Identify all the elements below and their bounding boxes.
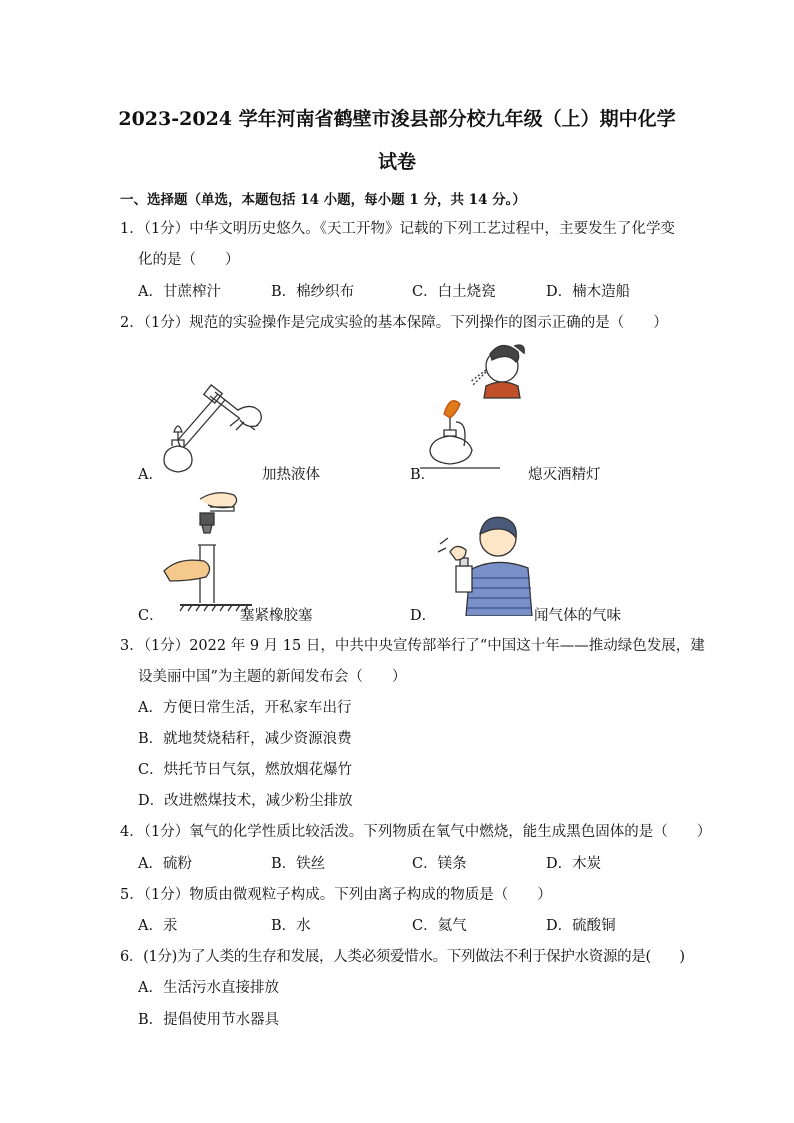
question-6-stem: 6．(1分)为了人类的生存和发展，人类必须爱惜水。下列做法不利于保护水资源的是( ) (120, 949, 685, 965)
question-3-stem-cont: 设美丽中国”为主题的新闻发布会（ ） (138, 669, 407, 685)
question-3-option-c: C．烘托节日气氛，燃放烟花爆竹 (138, 762, 353, 778)
page-title: 2023-2024 学年河南省鹤壁市浚县部分校九年级（上）期中化学 (118, 108, 676, 130)
question-5-option-a: A．汞 (138, 918, 178, 934)
question-6-option-a: A．生活污水直接排放 (138, 980, 279, 996)
question-2-option-c-caption: 塞紧橡胶塞 (240, 608, 313, 624)
question-4-option-b: B．铁丝 (271, 856, 326, 872)
question-2-option-b-letter: B． (410, 467, 436, 483)
question-5-option-b: B．水 (271, 918, 311, 934)
question-2-option-d-letter: D． (410, 608, 437, 624)
figure-smell-gas (436, 512, 536, 616)
question-3-stem: 3．（1分）2022 年 9 月 15 日，中共中央宣传部举行了“中国这十年——推动绿色发展，建 (120, 638, 705, 654)
section-heading: 一、选择题（单选，本题包括 14 小题，每小题 1 分，共 14 分。） (120, 192, 526, 208)
question-5-stem: 5．（1分）物质由微观粒子构成。下列由离子构成的物质是（ ） (120, 887, 552, 903)
figure-extinguish-lamp (420, 338, 535, 478)
question-2-option-a-caption: 加热液体 (262, 467, 320, 483)
page-title-line2: 试卷 (377, 151, 416, 173)
question-2-option-b-caption: 熄灭酒精灯 (528, 467, 601, 483)
question-2-option-a-letter: A． (138, 467, 163, 483)
question-4-option-d: D．木炭 (546, 856, 602, 872)
question-1-stem-cont: 化的是（ ） (138, 252, 240, 268)
question-2-option-d-caption: 闻气体的气味 (534, 608, 621, 624)
question-1-option-d: D．楠木造船 (546, 284, 631, 300)
question-3-option-a: A．方便日常生活，开私家车出行 (138, 700, 352, 716)
question-3-option-b: B．就地焚烧秸秆，减少资源浪费 (138, 731, 352, 747)
figure-press-stopper (160, 485, 260, 615)
question-1-stem: 1．（1分）中华文明历史悠久。《天工开物》记载的下列工艺过程中，主要发生了化学变 (120, 221, 675, 237)
question-1-option-c: C．白土烧瓷 (412, 284, 496, 300)
question-4-option-c: C．镁条 (412, 856, 467, 872)
question-4-stem: 4．（1分）氧气的化学性质比较活泼。下列物质在氧气中燃烧，能生成黑色固体的是（ ） (120, 824, 712, 840)
question-1-option-b: B．棉纱织布 (271, 284, 355, 300)
question-3-option-d: D．改进燃煤技术，减少粉尘排放 (138, 793, 353, 809)
figure-heating-liquid (160, 380, 270, 480)
question-6-option-b: B．提倡使用节水器具 (138, 1012, 280, 1028)
question-2-option-c-letter: C． (138, 608, 164, 624)
question-4-option-a: A．硫粉 (138, 856, 192, 872)
question-5-option-c: C．氦气 (412, 918, 467, 934)
question-5-option-d: D．硫酸铜 (546, 918, 616, 934)
question-1-option-a: A．甘蔗榨汁 (138, 284, 221, 300)
question-2-stem: 2．（1分）规范的实验操作是完成实验的基本保障。下列操作的图示正确的是（ ） (120, 315, 668, 331)
